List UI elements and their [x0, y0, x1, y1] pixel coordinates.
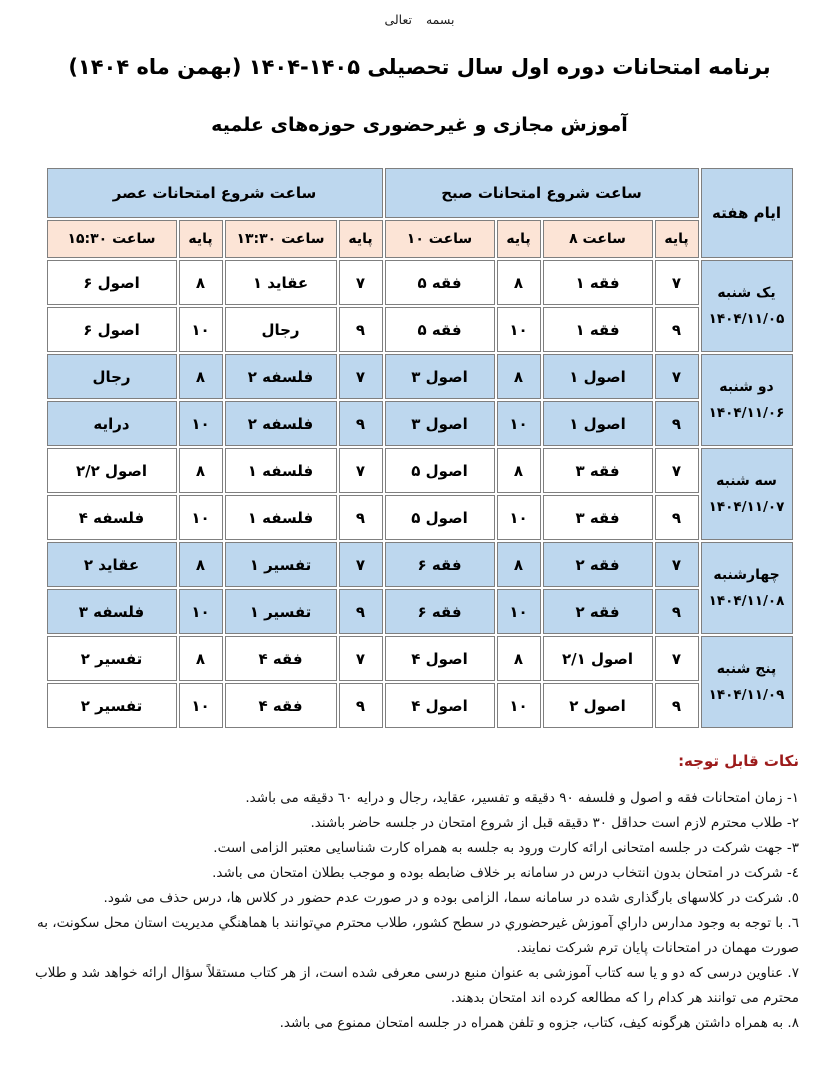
day-name: سه شنبه	[716, 473, 777, 490]
subject-cell: اصول ۱	[543, 401, 653, 446]
bismillah-text: بسمه تعالی	[384, 12, 455, 27]
note-item: ٥. شرکت در کلاسهای بارگذاری شده در سامانه سما، الزامی بوده و در صورت عدم حضور در کلاس ها، درس حذف می شود.	[103, 890, 799, 907]
column-header-afternoon-exams: ساعت شروع امتحانات عصر	[47, 168, 383, 218]
subheader-time: ساعت ۸	[543, 220, 653, 258]
notes-list	[34, 786, 799, 1036]
subject-cell: فقه ۴	[225, 683, 337, 728]
subject-cell: فقه ۳	[543, 448, 653, 493]
grade-cell: ۸	[179, 260, 223, 305]
day-cell	[701, 354, 793, 446]
grade-cell: ۸	[497, 636, 541, 681]
grade-cell: ۷	[339, 448, 383, 493]
exam-row	[47, 260, 793, 305]
subheader-grade: پایه	[179, 220, 223, 258]
grade-cell: ۱۰	[179, 683, 223, 728]
day-cell	[701, 448, 793, 540]
note-item: ٨. به همراه داشتن هرگونه کیف، کتاب، جزوه و تلفن همراه در جلسه امتحان ممنوع می باشد.	[279, 1015, 799, 1032]
grade-cell: ۷	[339, 354, 383, 399]
day-cell	[701, 542, 793, 634]
subheader-grade: پایه	[497, 220, 541, 258]
exam-row	[47, 495, 793, 540]
subject-cell: تفسیر ۱	[225, 542, 337, 587]
grade-cell: ۹	[655, 683, 699, 728]
grade-cell: ۹	[339, 683, 383, 728]
note-item: ٦. با توجه به وجود مدارس داراي آموزش غیرحضوري در سطح کشور، طلاب محترم مي‌توانند با هماهنگي مدیریت استان محل سکونت، به صورت مهمان در امتحانات پایان ترم شرکت نمایند.	[37, 915, 799, 957]
grade-cell: ۸	[179, 636, 223, 681]
subject-cell: اصول ۳	[385, 354, 495, 399]
grade-cell: ۷	[339, 636, 383, 681]
subject-cell: اصول ۴	[385, 636, 495, 681]
grade-cell: ۸	[179, 354, 223, 399]
subject-cell: اصول ۴	[385, 683, 495, 728]
exam-row	[47, 307, 793, 352]
subject-cell: اصول ۱	[543, 354, 653, 399]
grade-cell: ۹	[655, 589, 699, 634]
subject-cell: عقاید ۲	[47, 542, 177, 587]
notes-section	[34, 752, 799, 1036]
subject-cell: فقه ۳	[543, 495, 653, 540]
exam-row	[47, 683, 793, 728]
subject-cell: تفسیر ۱	[225, 589, 337, 634]
subject-cell: اصول ۲	[543, 683, 653, 728]
column-header-weekdays: ایام هفته	[701, 168, 793, 258]
day-name: پنج شنبه	[716, 661, 777, 678]
grade-cell: ۷	[339, 260, 383, 305]
subject-cell: عقاید ۱	[225, 260, 337, 305]
subject-cell: رجال	[225, 307, 337, 352]
exam-table-body	[47, 260, 793, 728]
note-item: ۳- جهت شرکت در جلسه امتحانی ارائه کارت ورود به جلسه به همراه کارت شناسایی معتبر الزامی است.	[213, 840, 799, 857]
exam-row	[47, 542, 793, 587]
subject-cell: اصول ۶	[47, 260, 177, 305]
day-name: چهارشنبه	[713, 567, 780, 584]
grade-cell: ۸	[179, 542, 223, 587]
grade-cell: ۱۰	[179, 307, 223, 352]
grade-cell: ۹	[655, 307, 699, 352]
note-item: ٧. عناوین درسی که دو و یا سه کتاب آموزشی به عنوان منبع درسی معرفی شده است، از هر کتاب مستقلاً سؤال ارائه خواهد شد و طلاب محترم می توانند هر کدام را که مطالعه کرده اند امتحان بدهند.	[35, 965, 799, 1007]
grade-cell: ۱۰	[497, 495, 541, 540]
exam-row	[47, 448, 793, 493]
exam-row	[47, 636, 793, 681]
subject-cell: فلسفه ۲	[225, 401, 337, 446]
subject-cell: اصول ۵	[385, 495, 495, 540]
grade-cell: ۸	[497, 354, 541, 399]
grade-cell: ۷	[339, 542, 383, 587]
day-date: ۱۴۰۴/۱۱/۰۹	[708, 686, 785, 703]
page-subtitle: آموزش مجازی و غیرحضوری حوزه‌های علمیه	[211, 114, 628, 137]
subject-cell: فقه ۵	[385, 307, 495, 352]
grade-cell: ۱۰	[497, 589, 541, 634]
exam-row	[47, 589, 793, 634]
grade-cell: ۱۰	[179, 589, 223, 634]
grade-cell: ۹	[655, 495, 699, 540]
subject-cell: فلسفه ۲	[225, 354, 337, 399]
subject-cell: فقه ۶	[385, 542, 495, 587]
subject-cell: فقه ۶	[385, 589, 495, 634]
grade-cell: ۸	[497, 448, 541, 493]
day-name: یک شنبه	[717, 285, 776, 302]
grade-cell: ۷	[655, 260, 699, 305]
grade-cell: ۹	[339, 307, 383, 352]
exam-row	[47, 401, 793, 446]
subheader-time: ساعت ۱۵:۳۰	[47, 220, 177, 258]
day-cell	[701, 636, 793, 728]
grade-cell: ۹	[339, 589, 383, 634]
day-cell	[701, 260, 793, 352]
subject-cell: فقه ۲	[543, 589, 653, 634]
subheader-row	[47, 220, 793, 258]
subject-cell: اصول ۶	[47, 307, 177, 352]
subject-cell: اصول ۲/۲	[47, 448, 177, 493]
grade-cell: ۱۰	[497, 307, 541, 352]
subject-cell: درایه	[47, 401, 177, 446]
grade-cell: ۷	[655, 448, 699, 493]
subheader-grade: پایه	[339, 220, 383, 258]
subheader-time: ساعت ۱۰	[385, 220, 495, 258]
grade-cell: ۱۰	[179, 495, 223, 540]
grade-cell: ۱۰	[497, 401, 541, 446]
subject-cell: رجال	[47, 354, 177, 399]
grade-cell: ۱۰	[179, 401, 223, 446]
subheader-time: ساعت ۱۳:۳۰	[225, 220, 337, 258]
subheader-grade: پایه	[655, 220, 699, 258]
subject-cell: فلسفه ۴	[47, 495, 177, 540]
grade-cell: ۷	[655, 636, 699, 681]
subject-cell: فقه ۱	[543, 307, 653, 352]
page-title: برنامه امتحانات دوره اول سال تحصیلی ۱۴۰۵-۱۴۰۴ (بهمن ماه ۱۴۰۴)	[68, 55, 771, 79]
subject-cell: فقه ۱	[543, 260, 653, 305]
note-item: ٤- شرکت در امتحان بدون انتخاب درس در سامانه بر خلاف ضابطه بوده و موجب بطلان امتحان می باشد.	[212, 865, 799, 882]
subject-cell: فلسفه ۱	[225, 448, 337, 493]
subject-cell: فلسفه ۳	[47, 589, 177, 634]
grade-cell: ۱۰	[497, 683, 541, 728]
subject-cell: فقه ۲	[543, 542, 653, 587]
grade-cell: ۷	[655, 542, 699, 587]
exam-schedule-table	[45, 166, 795, 730]
grade-cell: ۷	[655, 354, 699, 399]
grade-cell: ۹	[655, 401, 699, 446]
subject-cell: فلسفه ۱	[225, 495, 337, 540]
note-item: ۱- زمان امتحانات فقه و اصول و فلسفه ٩٠ دقیقه و تفسیر، عقاید، رجال و درایه ٦٠ دقیقه می باشد.	[245, 790, 799, 807]
exam-row	[47, 354, 793, 399]
day-date: ۱۴۰۴/۱۱/۰۵	[708, 310, 785, 327]
subject-cell: فقه ۴	[225, 636, 337, 681]
grade-cell: ۸	[497, 542, 541, 587]
day-date: ۱۴۰۴/۱۱/۰۶	[708, 404, 785, 421]
subject-cell: اصول ۵	[385, 448, 495, 493]
subject-cell: اصول ۳	[385, 401, 495, 446]
subject-cell: تفسیر ۲	[47, 636, 177, 681]
subject-cell: تفسیر ۲	[47, 683, 177, 728]
day-date: ۱۴۰۴/۱۱/۰۸	[708, 592, 785, 609]
note-item: ۲- طلاب محترم لازم است حداقل ٣٠ دقیقه قبل از شروع امتحان در جلسه حاضر باشند.	[310, 815, 799, 832]
notes-heading: نکات قابل توجه:	[678, 752, 799, 771]
grade-cell: ۹	[339, 401, 383, 446]
day-date: ۱۴۰۴/۱۱/۰۷	[708, 498, 785, 515]
subject-cell: اصول ۲/۱	[543, 636, 653, 681]
subject-cell: فقه ۵	[385, 260, 495, 305]
day-name: دو شنبه	[719, 379, 774, 396]
grade-cell: ۹	[339, 495, 383, 540]
grade-cell: ۸	[497, 260, 541, 305]
column-header-morning-exams: ساعت شروع امتحانات صبح	[385, 168, 699, 218]
grade-cell: ۸	[179, 448, 223, 493]
